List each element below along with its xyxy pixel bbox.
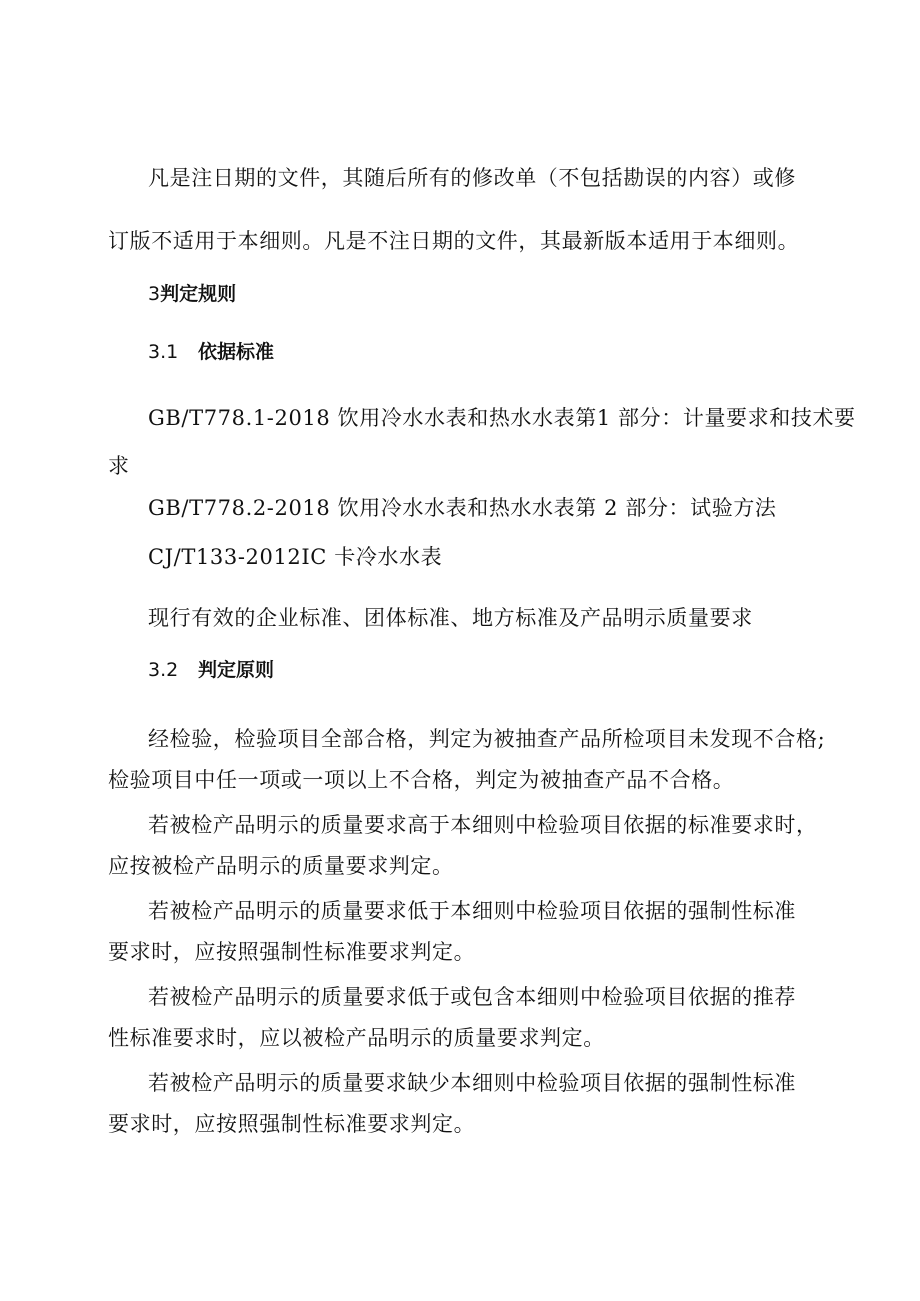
standard-gb-t778-1-line2: 求 bbox=[108, 454, 130, 478]
section-3-heading bbox=[148, 283, 236, 305]
rule-4-line2: 性标准要求时，应以被检产品明示的质量要求判定。 bbox=[108, 1026, 605, 1050]
section-3-2-heading bbox=[148, 659, 274, 681]
paragraph-dated-docs-line2: 订版不适用于本细则。凡是不注日期的文件，其最新版本适用于本细则。 bbox=[108, 229, 800, 253]
rule-4-line1: 若被检产品明示的质量要求低于或包含本细则中检验项目依据的推荐 bbox=[148, 985, 796, 1009]
rule-1-line2: 检验项目中任一项或一项以上不合格，判定为被抽查产品不合格。 bbox=[108, 768, 735, 792]
section-3-title: 判定规则 bbox=[160, 283, 237, 305]
standard-other-requirements: 现行有效的企业标准、团体标准、地方标准及产品明示质量要求 bbox=[148, 606, 753, 630]
rule-2-line2: 应按被检产品明示的质量要求判定。 bbox=[108, 854, 454, 878]
rule-1-line1: 经检验，检验项目全部合格，判定为被抽查产品所检项目未发现不合格; bbox=[148, 727, 826, 751]
standard-cj-t133: CJ/T133-2012IC 卡冷水水表 bbox=[148, 545, 443, 569]
standard-gb-t778-1-line1: GB/T778.1-2018 饮用冷水水表和热水水表第1 部分：计量要求和技术要 bbox=[148, 406, 856, 430]
section-3-1-number: 3.1 bbox=[148, 341, 179, 363]
paragraph-dated-docs-line1: 凡是注日期的文件，其随后所有的修改单（不包括勘误的内容）或修 bbox=[148, 166, 796, 190]
rule-2-line1: 若被检产品明示的质量要求高于本细则中检验项目依据的标准要求时， bbox=[148, 813, 818, 837]
rule-5-line2: 要求时，应按照强制性标准要求判定。 bbox=[108, 1112, 476, 1136]
section-3-1-heading bbox=[148, 341, 274, 363]
section-3-2-number: 3.2 bbox=[148, 659, 179, 681]
rule-5-line1: 若被检产品明示的质量要求缺少本细则中检验项目依据的强制性标准 bbox=[148, 1071, 796, 1095]
standard-gb-t778-2: GB/T778.2-2018 饮用冷水水表和热水水表第 2 部分：试验方法 bbox=[148, 496, 777, 520]
section-3-number: 3 bbox=[148, 283, 161, 305]
rule-3-line1: 若被检产品明示的质量要求低于本细则中检验项目依据的强制性标准 bbox=[148, 899, 796, 923]
section-3-1-title: 依据标准 bbox=[198, 341, 275, 363]
section-3-2-title: 判定原则 bbox=[198, 659, 275, 681]
rule-3-line2: 要求时，应按照强制性标准要求判定。 bbox=[108, 940, 476, 964]
